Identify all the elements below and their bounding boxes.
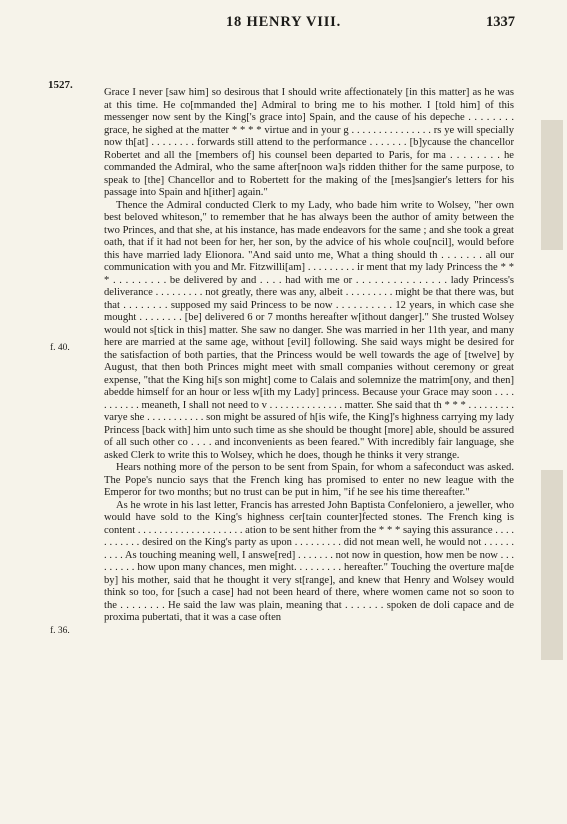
library-stamp xyxy=(541,470,563,660)
page-number: 1337 xyxy=(486,14,515,30)
paragraph: Thence the Admiral conducted Clerk to my Lady, who bade him write to Wolsey, "her own best beloved whiteson," to remember that he has always been the author of amity between the two Princes, and that she, at his instance, has made endeavors for the same ; and she took a great oath, that if it had not been for her, her son, by the advice of his whole cou[ncil], would before this have married lady Elionora. "And said unto me, What a thing should th . . . . . . . all our communication with you and Mr. Fitzwilli[am] . . . . . . . . . ir ment that my lady Princess the * * * . . . . . . . . . be delivered by and . . . . had with me or . . . . . . . . . . . . . . . lady Princess's deliverance . . . . . . . . . not greatly, there was any, albeit . . . . . . . . . might be that there was, but that . . . . . . . . supposed my said Princess to be now . . . . . . . . . . 12 years, in which case she mought . . . . . . . . [be] delivered 6 or 7 months hereafter w[ithout danger]." She trusted Wolsey would not s[tick in this] matter. She saw no danger. She was married in her 11th year, and many here are married at the same age, without [evil] following. She said ways might be desired for the satisfaction of both parties, that the Princess would be well towards the age of [twelve] by August, that then both Princes might meet with small companies without ceremony or great expense, "that the King hi[s son might] come to Calais and solemnize the matrim[ony, and then] abedde himself for an hour or less w[ith my Lady] princess. Because your Grace may soon . . . . . . . . . . . meaneth, I shall not need to v . . . . . . . . . . . . . . matter. She said that th * * * . . . . . . . . . varye she . . . . . . . . . . . son might be assured of h[is wife, the King]'s highness carrying my lady Princess [back with] him unto such time as she should be thought [more] able, should be assured of all such other co . . . . and inconvenients as been feared." With incredibly fair language, she asked Clerk to write this to Wolsey, which he does, though he thinks it very strange. xyxy=(104,199,514,461)
folio-reference: f. 36. xyxy=(50,626,70,636)
body-text xyxy=(104,87,514,625)
library-stamp xyxy=(541,120,563,250)
page-header xyxy=(0,14,567,34)
folio-reference: f. 40. xyxy=(50,343,70,353)
paragraph: Grace I never [saw him] so desirous that I should write affectionately [in this matter] as he was at this time. He co[mmanded the] Admiral to bring me to his mother. I [told him] of this messenger now sent by the King['s grace into] Spain, and the cause of his depeche . . . . . . . . grace, he sighed at the matter * * * * virtue and in your g . . . . . . . . . . . . . . . rs ye will specially now th[at] . . . . . . . . forwards still attend to the performance . . . . . . . [b]ycause the chancellor Robertet and all the [members of] his counsel been departed to Paris, for ma . . . . . . . . he commanded the Admiral, who the same after[noon wa]s ridden thither for the same purpose, to speak to [the] Chancellor and to Robertett for the making of the [mes]sangier's letters for his passage into Spain and h[ither] again." xyxy=(104,87,514,198)
year-label: 1527. xyxy=(48,79,73,91)
paragraph: As he wrote in his last letter, Francis has arrested John Baptista Confeloniero, a jeweller, who would have sold to the King's highness cer[tain counter]fected stones. The French king is content . . . . . . . . . . . . . . . . . . . . ation to be sent hither from the * * * saying this assurance . . . . . . . . . . . desired on the King's party as upon . . . . . . . . . did not mean well, he would not . . . . . . . . . . As touching meaning well, I answe[red] . . . . . . . not now in question, how men be now . . . . . . . . . how upon many chances, men might. . . . . . . . . hereafter." Touching the overture ma[de by] his mother, said that he thought it very st[range], and knew that Henry and Wolsey would think so too, for [such a case] had not been heard of there, where women came not so soon to the . . . . . . . . He said the law was plain, meaning that . . . . . . . spoken de doli capace and de proxima pubertati, that it was a case often xyxy=(104,499,514,623)
running-title: 18 HENRY VIII. xyxy=(225,14,342,30)
paragraph: Hears nothing more of the person to be sent from Spain, for whom a safeconduct was asked. The Pope's nuncio says that the French king has promised to enter no new league with the Emperor for two months; but no trust can be put in him, "if he see his time thereafter." xyxy=(104,462,514,498)
